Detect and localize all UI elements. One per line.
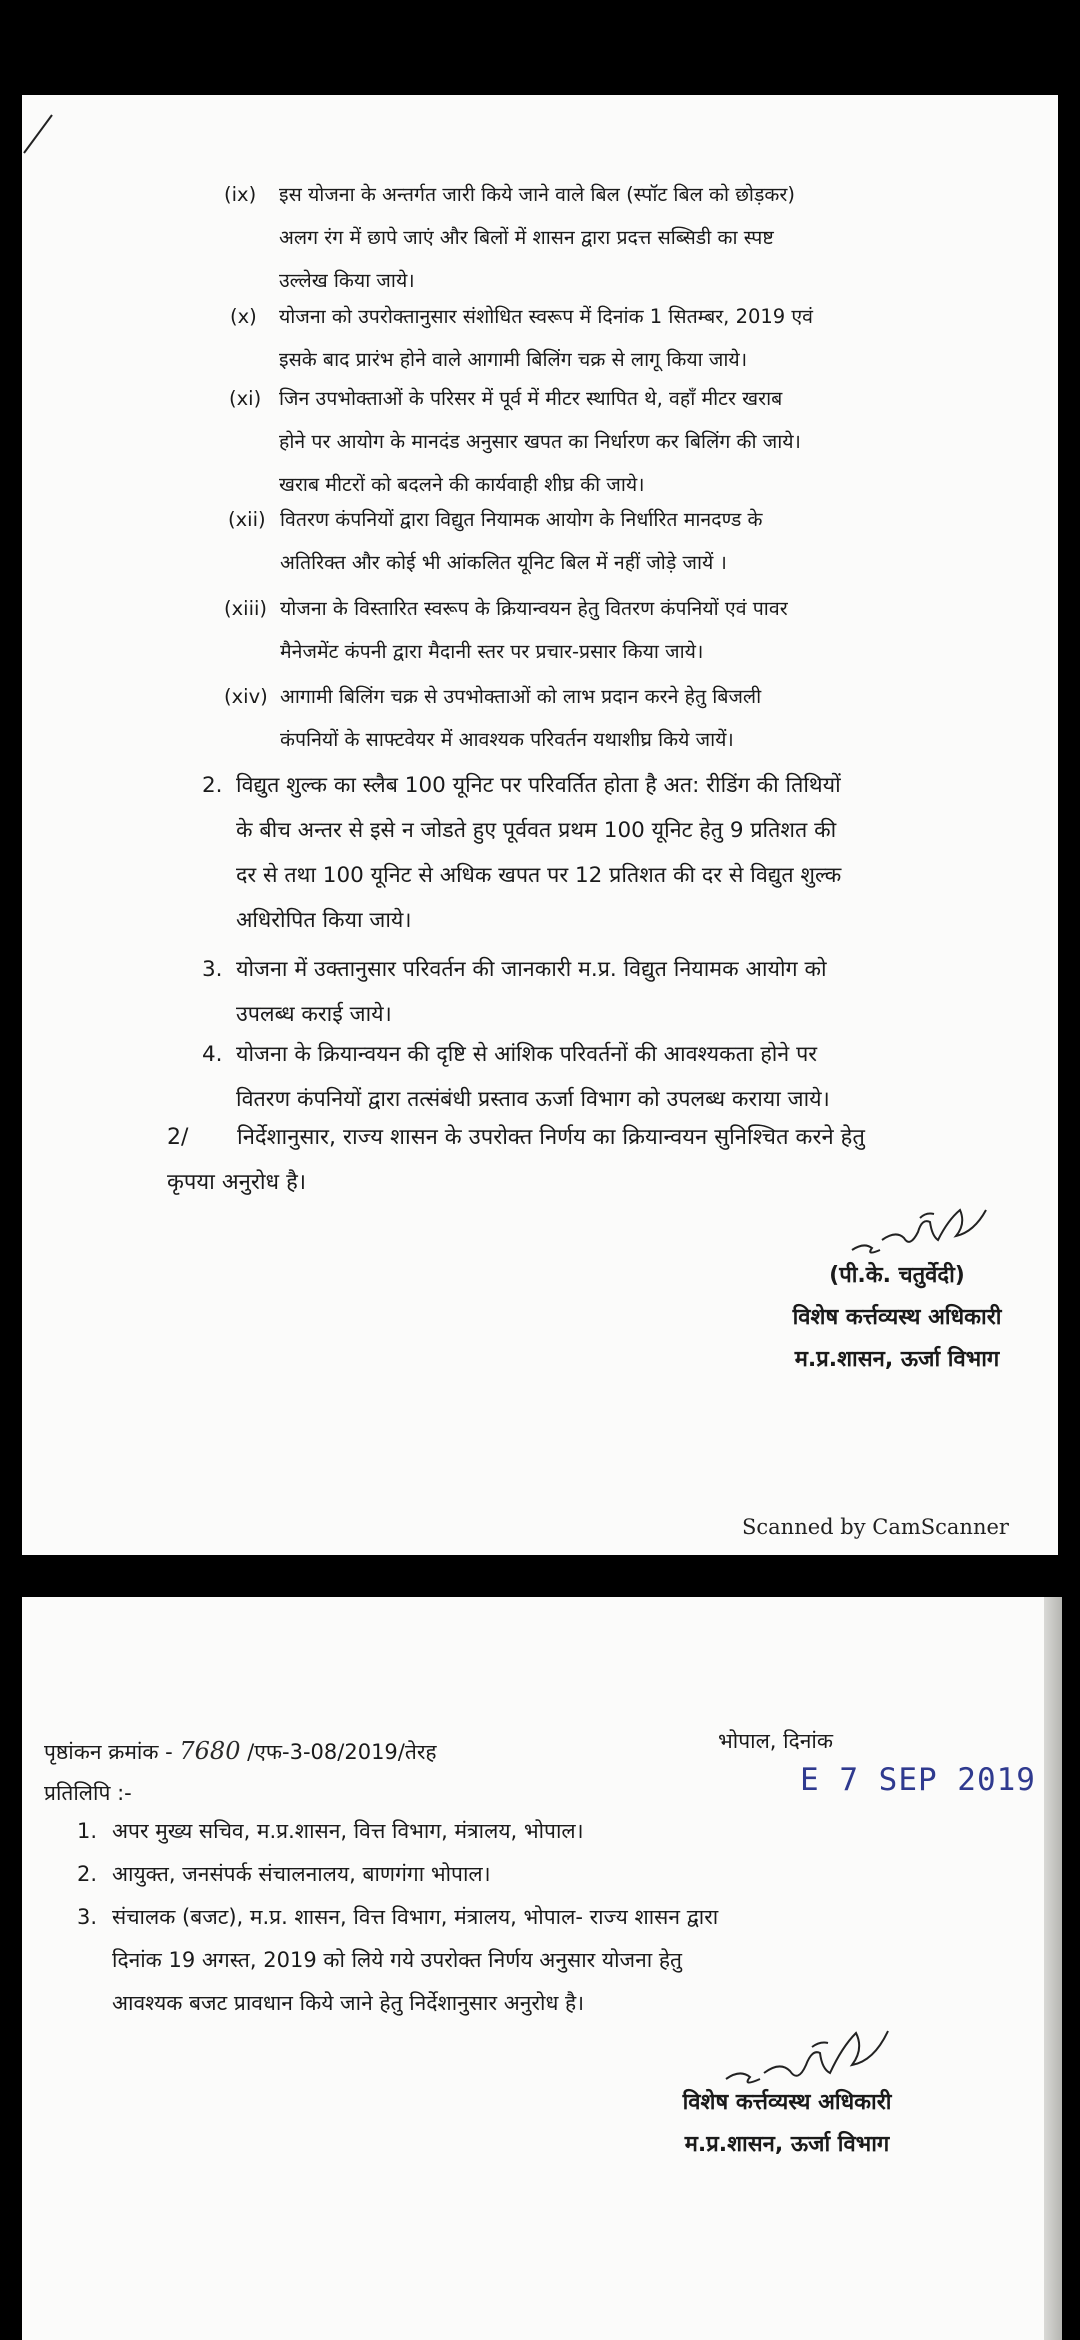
officer-department-2: म.प्र.शासन, ऊर्जा विभाग: [684, 2132, 890, 2157]
endorsement-number: पृष्ठांकन क्रमांक - 7680 /एफ-3-08/2019/तेरह: [44, 1737, 437, 1765]
camscanner-watermark: Scanned by CamScanner: [742, 1515, 1009, 1539]
document-page-2: पृष्ठांकन क्रमांक - 7680 /एफ-3-08/2019/तेरह भोपाल, दिनांक E 7 SEP 2019 प्रतिलिपि :- 1. अपर मुख्य सचिव, म.प्र.शासन, वित्त विभाग, मंत्रालय, भोपाल। 2. आयुक्त, जनसंपर्क संचालनालय, बाणगंगा भोपाल। 3. संचालक (बजट), म.प्र. शासन, वित्त विभाग, मंत्रालय, भोपाल- राज्य शासन द्वारा दिनांक 19 अगस्त, 2019 को लिये गये उपरोक्त निर्णय अनुसार योजना हेतु आवश्यक बजट प्रावधान किये जाने हेतु निर्देशानुसार अनुरोध है। विशेष कर्त्तव्यस्थ अधिकारी म.प्र.शासन, ऊर्जा विभाग: [22, 1597, 1062, 2340]
signature-block-2: [637, 2082, 937, 2166]
place-date: भोपाल, दिनांक: [718, 1729, 833, 1753]
document-page-1: (ix) इस योजना के अन्तर्गत जारी किये जाने वाले बिल (स्पॉट बिल को छोड़कर) अलग रंग में छापे जाएं और बिलों में शासन द्वारा प्रदत्त सब्सिडी का स्पष्ट उल्लेख किया जाये। (x) योजना को उपरोक्तानुसार संशोधित स्वरूप में दिनांक 1 सितम्बर, 2019 एवं इसके बाद प्रारंभ होने वाले आगामी बिलिंग चक्र से लागू किया जाये। (xi) जिन उपभोक्ताओं के परिसर में पूर्व में मीटर स्थापित थे, वहाँ मीटर खराब होने पर आयोग के मानदंड अनुसार खपत का निर्धारण कर बिलिंग की जाये। खराब मीटरों को बदलने की कार्यवाही शीघ्र की जाये। (xii) वितरण कंपनियों द्वारा विद्युत नियामक आयोग के निर्धारित मानदण्ड के अतिरिक्त और कोई भी आंकलित यूनिट बिल में नहीं जोड़े जायें । (xiii) योजना के विस्तारित स्वरूप के क्रियान्वयन हेतु वितरण कंपनियों एवं पावर मैनेजमेंट कंपनी द्वारा मैदानी स्तर पर प्रचार-प्रसार किया जाये। (xiv) आगामी बिलिंग चक्र से उपभोक्ताओं को लाभ प्रदान करने हेतु बिजली कंपनियों के साफ्टवेयर में आवश्यक परिवर्तन यथाशीघ्र किये जायें। 2. विद्युत शुल्क का स्लैब 100 यूनिट पर परिवर्तित होता है अत: रीडिंग की तिथियों के बीच अन्तर से इसे न जोडते हुए पूर्ववत प्रथम 100 यूनिट हेतु 9 प्रतिशत की दर से तथा 100 यूनिट से अधिक खपत पर 12 प्रतिशत की दर से विद्युत शुल्क अधिरोपित किया जाये। 3. योजना में उक्तानुसार परिवर्तन की जानकारी म.प्र. विद्युत नियामक आयोग को उपलब्ध कराई जाये। 4. योजना के क्रियान्वयन की दृष्टि से आंशिक परिवर्तनों की आवश्यकता होने पर वितरण कंपनियों द्वारा तत्संबंधी प्रस्ताव ऊर्जा विभाग को उपलब्ध कराया जाये। 2/ निर्देशानुसार, राज्य शासन के उपरोक्त निर्णय का क्रियान्वयन सुनिश्चित करने हेतु कृपया अनुरोध है। (पी.के. चतुर्वेदी) विशेष कर्त्तव्यस्थ अधिकारी म.प्र.शासन, ऊर्जा विभाग Scanned by CamScanner: [22, 95, 1058, 1555]
pen-mark: [22, 107, 62, 157]
officer-name: (पी.के. चतुर्वेदी): [829, 1263, 965, 1288]
officer-designation: विशेष कर्त्तव्यस्थ अधिकारी: [792, 1305, 1002, 1330]
officer-designation-2: विशेष कर्त्तव्यस्थ अधिकारी: [682, 2090, 892, 2115]
copy-label: प्रतिलिपि :-: [44, 1781, 132, 1805]
date-stamp: E 7 SEP 2019: [800, 1762, 1036, 1798]
officer-department: म.प्र.शासन, ऊर्जा विभाग: [794, 1347, 1000, 1372]
signature-block: [742, 1255, 1052, 1381]
page-edge: [1044, 1597, 1062, 2340]
